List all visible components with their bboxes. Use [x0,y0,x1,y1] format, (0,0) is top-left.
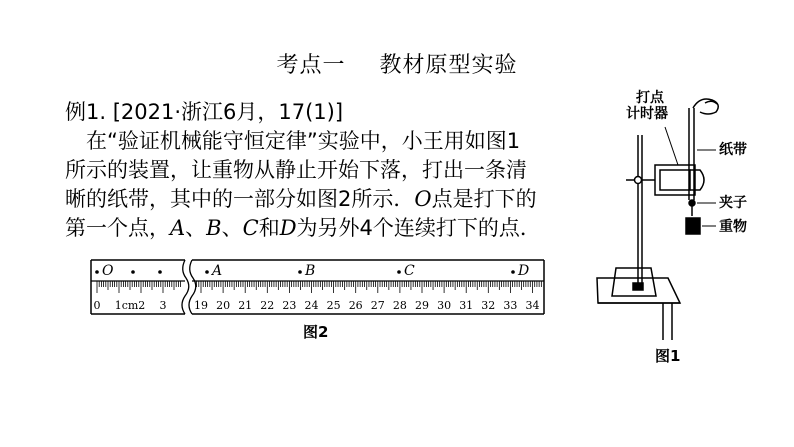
tape-point-label: C [404,263,415,279]
figure-1-caption: 图1 [655,347,681,365]
ruler-number: 24 [304,299,319,312]
tape-point-label: O [102,263,114,279]
ruler-number: 30 [437,299,452,312]
ruler-number: 20 [216,299,231,312]
heading-part2: 教材原型实验 [379,53,518,78]
tape-point-label: A [212,263,223,279]
tape-point-label: D [518,263,530,279]
ruler-number: 29 [415,299,429,312]
figure-2-caption: 图2 [303,323,329,341]
problem-source: 例1. [2021·浙江6月，17(1)] [65,100,344,124]
ruler-number: 21 [238,299,253,312]
timer-label: 打点 计时器 [626,90,668,122]
weight-label: 重物 [719,219,747,235]
ruler-number: 1cm2 [114,299,146,312]
ruler-number: 19 [194,299,208,312]
tape-point-label: B [305,263,316,279]
ruler-number: 0 [93,299,101,312]
ruler-number: 3 [159,299,167,312]
ruler-number: 32 [481,299,496,312]
ruler-number: 33 [503,299,518,312]
clip-label: 夹子 [719,195,747,211]
ruler-number: 27 [370,299,385,312]
tape-label: 纸带 [719,142,747,158]
ruler-number: 34 [525,299,540,312]
problem-line-2: 所示的装置，让重物从静止开始下落，打出一条清 [65,158,527,182]
ruler-number: 22 [260,299,275,312]
ruler-number: 26 [348,299,363,312]
ruler-number: 25 [326,299,341,312]
heading-part1: 考点一 [276,53,346,78]
ruler-number: 31 [459,299,474,312]
problem-line-1: 在“验证机械能守恒定律”实验中，小王用如图1 [86,129,521,153]
ruler-number: 28 [392,299,407,312]
stand-base [612,268,656,296]
problem-line-4: 第一个点，A、B、C和D为另外4个连续打下的点． [65,216,541,240]
ruler-number: 23 [282,299,297,312]
problem-line-3: 晰的纸带，其中的一部分如图2所示．O点是打下的 [65,187,537,211]
